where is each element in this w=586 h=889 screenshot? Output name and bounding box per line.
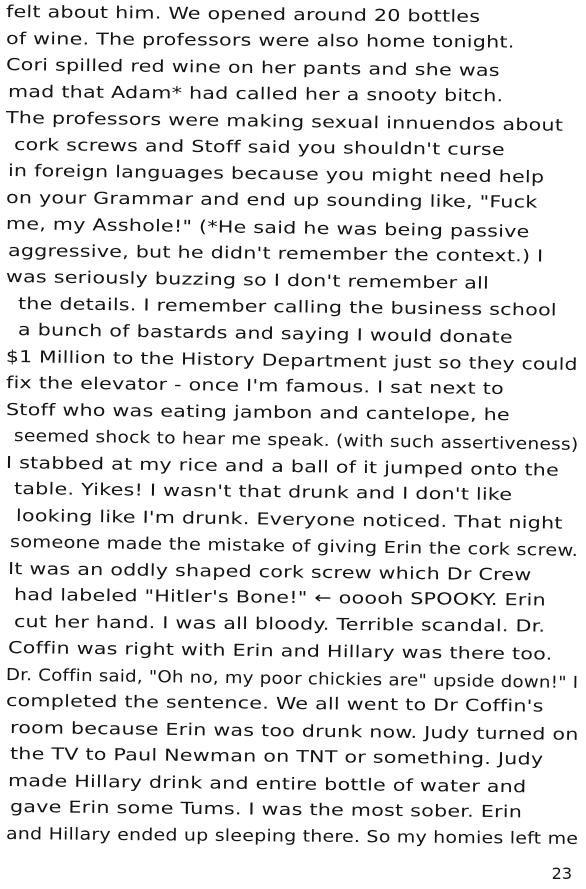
text-line-3: Cori spilled red wine on her pants and she was	[5, 55, 500, 81]
text-line-8: on your Grammar and end up sounding like, "Fuck	[5, 187, 538, 212]
text-line-19: table. Yikes! I wasn't that drunk and I don't like	[13, 479, 513, 505]
text-line-29: the TV to Paul Newman on TNT or something. Judy	[9, 744, 544, 769]
page-number: 23	[551, 864, 572, 883]
text-line-11: was seriously buzzing so I don't remember all	[5, 267, 490, 293]
text-line-12: the details. I remember calling the business school	[17, 293, 557, 320]
text-line-26: Dr. Coffin said, "Oh no, my poor chickies are" upside down!" I	[5, 664, 579, 692]
text-line-14: $1 Million to the History Department just so they could	[5, 346, 578, 374]
text-line-9: me, my Asshole!" (*He said he was being passive	[5, 214, 530, 242]
text-line-7: in foreign languages because you might need help	[7, 161, 545, 187]
text-line-31: gave Erin some Tums. I was the most sober. Erin	[9, 797, 523, 822]
text-line-13: a bunch of bastards and saying I would donate	[17, 320, 514, 347]
text-line-4: mad that Adam* had called her a snooty bitch.	[7, 81, 504, 105]
text-line-24: cut her hand. I was all bloody. Terrible scandal. Dr.	[13, 611, 546, 636]
text-line-16: Stoff who was eating jambon and cantelope, he	[5, 399, 510, 424]
text-line-27: completed the sentence. We all went to Dr Coffin's	[5, 691, 544, 716]
text-line-5: The professors were making sexual innuendos about	[5, 108, 564, 135]
text-line-25: Coffin was right with Erin and Hillary was there too.	[7, 638, 553, 664]
text-line-30: made Hillary drink and entire bottle of water and	[7, 770, 527, 796]
text-line-22: It was an oddly shaped cork screw which Dr Crew	[7, 558, 532, 584]
text-line-15: fix the elevator - once I'm famous. I sat next to	[5, 373, 505, 399]
text-line-6: cork screws and Stoff said you shouldn't curse	[13, 134, 505, 159]
text-line-20: looking like I'm drunk. Everyone noticed. That night	[15, 505, 563, 533]
text-line-1: felt about him. We opened around 20 bottles	[5, 2, 481, 26]
text-line-21: someone made the mistake of giving Erin the cork screw.	[9, 532, 579, 560]
text-line-2: of wine. The professors were also home tonight.	[5, 28, 515, 52]
text-line-32: and Hillary ended up sleeping there. So my homies left me	[5, 823, 579, 848]
text-line-18: I stabbed at my rice and a ball of it jumped onto the	[5, 452, 560, 480]
text-line-17: seemed shock to hear me speak. (with such assertiveness)	[13, 426, 579, 454]
text-line-28: room because Erin was too drunk now. Judy turned on	[9, 717, 579, 744]
text-line-23: had labeled "Hitler's Bone!" ← ooooh SPOOKY. Erin	[13, 585, 547, 610]
text-line-10: aggressive, but he didn't remember the context.) I	[7, 240, 544, 266]
